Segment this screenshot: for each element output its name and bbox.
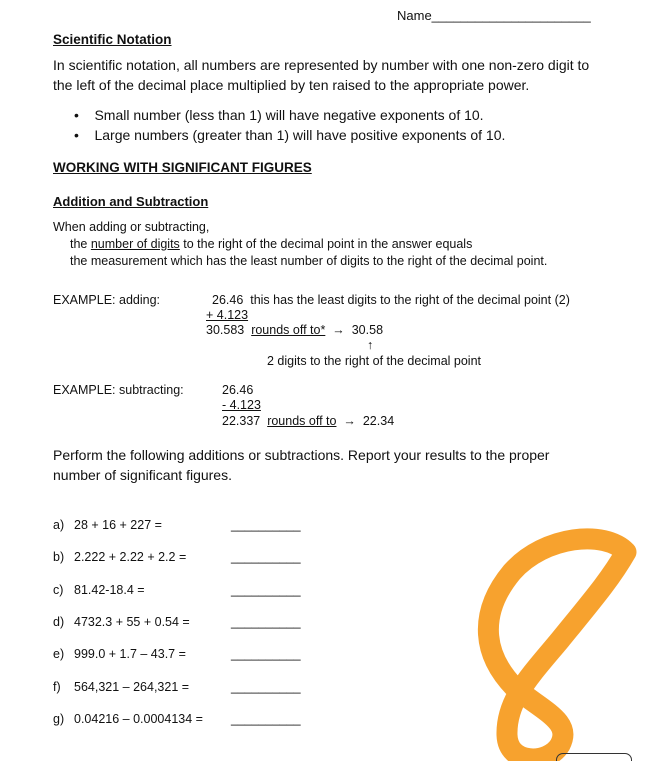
t: number of digits	[90, 237, 180, 251]
up-arrow-icon: ↑	[367, 338, 374, 352]
example-add-b: + 4.123	[206, 308, 249, 322]
problem-letter: f)	[53, 679, 61, 694]
answer-blank[interactable]: __________	[231, 518, 301, 532]
arrow-icon: →	[332, 323, 345, 337]
section-heading: WORKING WITH SIGNIFICANT FIGURES	[53, 160, 312, 175]
t: 26.46	[212, 293, 244, 307]
t: rounds off to	[267, 414, 337, 428]
problem-expression: 2.222 + 2.22 + 2.2 =	[74, 550, 187, 565]
t: rounds off to*	[251, 323, 326, 337]
bullet-1: • Small number (less than 1) will have negative exponents of 10.	[74, 107, 484, 123]
answer-blank[interactable]: __________	[231, 711, 301, 726]
t: to the right of the decimal point in the answer equals	[179, 237, 473, 251]
problem-expression: 4732.3 + 55 + 0.54 =	[74, 614, 190, 629]
example-add-caption: 2 digits to the right of the decimal point	[267, 354, 482, 368]
t: this has the least digits to the right of the decimal point (2)	[250, 293, 570, 307]
problem-expression: 564,321 – 264,321 =	[74, 679, 190, 694]
answer-blank[interactable]: __________	[231, 647, 301, 662]
bullet-2: • Large numbers (greater than 1) will have positive exponents of 10.	[74, 127, 506, 143]
example-sub-label: EXAMPLE: subtracting:	[53, 383, 184, 397]
t: 22.337	[222, 414, 261, 428]
problem-expression: 0.04216 – 0.0004134 =	[74, 711, 203, 726]
problem-expression: 28 + 16 + 227 =	[74, 518, 162, 532]
page-title: Scientific Notation	[53, 32, 172, 47]
bullet-text: Large numbers (greater than 1) will have positive exponents of 10.	[94, 127, 506, 143]
answer-blank[interactable]: __________	[231, 582, 301, 597]
intro-line-1: In scientific notation, all numbers are represented by number with one non-zero digit to	[53, 57, 590, 73]
problem-letter: d)	[53, 614, 65, 629]
page-control-button[interactable]	[556, 753, 632, 761]
answer-blank[interactable]: __________	[231, 550, 301, 565]
bullet-text: Small number (less than 1) will have negative exponents of 10.	[94, 107, 484, 123]
t: the	[70, 237, 91, 251]
example-sub-a: 26.46	[222, 383, 254, 397]
instructions-line-1: Perform the following additions or subtractions. Report your results to the proper	[53, 447, 550, 463]
rule-line-3: the measurement which has the least number of digits to the right of the decimal point.	[70, 254, 548, 268]
example-sub-b: - 4.123	[222, 398, 261, 412]
problem-letter: a)	[53, 518, 65, 532]
problem-letter: c)	[53, 582, 64, 597]
intro-line-2: the left of the decimal place multiplied by ten raised to the appropriate power.	[53, 77, 530, 93]
problem-letter: e)	[53, 647, 65, 662]
problem-expression: 81.42-18.4 =	[74, 582, 145, 597]
t: 30.583	[206, 323, 245, 337]
instructions-line-2: number of significant figures.	[53, 467, 232, 483]
answer-blank[interactable]: __________	[231, 679, 301, 694]
example-add-label: EXAMPLE: adding:	[53, 293, 161, 307]
t: 22.34	[362, 414, 395, 428]
name-field[interactable]: Name______________________	[397, 8, 591, 23]
arrow-icon: →	[343, 414, 356, 428]
subsection-heading: Addition and Subtraction	[53, 194, 209, 209]
problem-expression: 999.0 + 1.7 – 43.7 =	[74, 647, 186, 662]
problem-letter: b)	[53, 550, 65, 565]
t: 30.58	[351, 323, 384, 337]
problem-letter: g)	[53, 711, 65, 726]
rule-line-1: When adding or subtracting,	[53, 220, 210, 234]
answer-blank[interactable]: __________	[231, 614, 301, 629]
